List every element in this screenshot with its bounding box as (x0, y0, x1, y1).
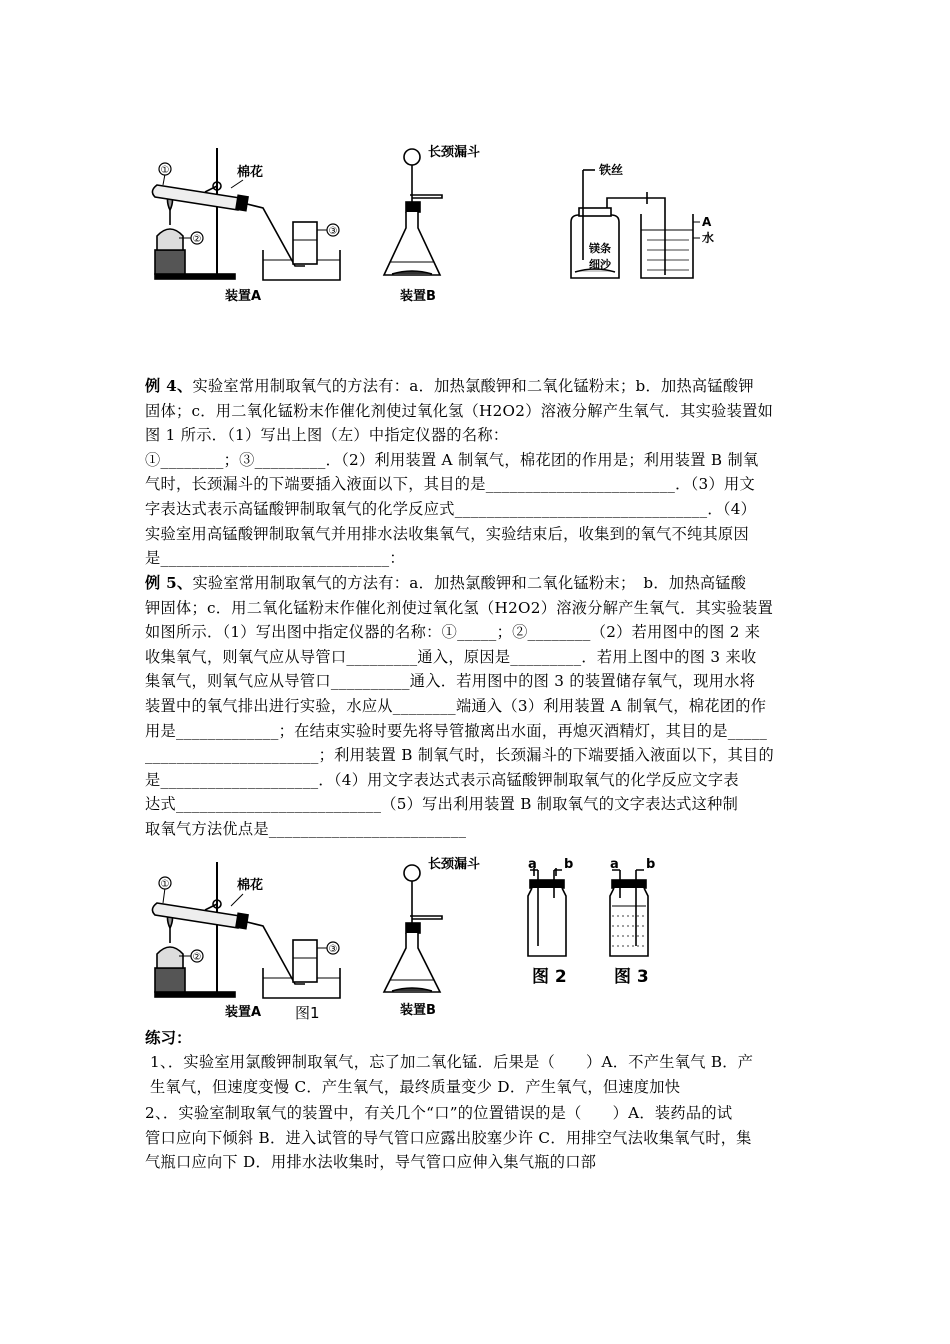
example-5-line: ______________________；利用装置 B 制氧气时，长颈漏斗的下端要插入液面以下，其目的 (145, 746, 775, 765)
label-funnel: 长颈漏斗 (428, 145, 481, 160)
marker-2: ② (192, 952, 202, 963)
example-5-line: 集氧气，则氧气应从导管口__________通入．若用图中的图 3 的装置储存氧气，现用水将 (145, 672, 756, 691)
marker-1: ① (160, 879, 170, 890)
example-4-lead: 例 4、 (145, 377, 193, 395)
practice-question-1 (150, 1050, 820, 1099)
caption-device-b: 装置B (400, 1003, 436, 1018)
example-5-line: 装置中的氧气排出进行实验，水应从________端通入（3）利用装置 A 制氧气，棉花团的作 (145, 696, 767, 715)
example-5-line: 实验室常用制取氧气的方法有：a．加热氯酸钾和二氧化锰粉末； b．加热高锰酸 (192, 574, 747, 592)
figure-bottles (520, 856, 680, 996)
label-wire: 铁丝 (599, 163, 624, 177)
practice-q1-line: 生氧气，但速度变慢 C．产生氧气，最终质量变少 D．产生氧气，但速度加快 (150, 1077, 681, 1096)
example-4-line: 字表达式表示高锰酸钾制取氧气的化学反应式________________________________．（4） (145, 499, 757, 518)
example-5-line: 用是_____________；在结束实验时要先将导管撤离出水面，再熄灭酒精灯，其目的是_____ (145, 721, 768, 740)
caption-device-a: 装置A (225, 289, 262, 304)
label-water: 水 (702, 231, 715, 245)
example-4 (145, 374, 815, 571)
marker-3: ③ (328, 226, 338, 237)
marker-1: ① (160, 165, 170, 176)
bottle3-label-b: b (646, 857, 656, 872)
label-mg: 镁条 (589, 242, 611, 255)
practice-question-2 (145, 1101, 815, 1175)
label-cotton: 棉花 (237, 878, 264, 893)
practice-q2-line: 管口应向下倾斜 B．进入试管的导气管口应露出胶塞少许 C．用排空气法收集氧气时，集 (145, 1128, 752, 1147)
marker-2: ② (192, 234, 202, 245)
example-5-line: 如图所示．（1）写出图中指定仪器的名称：①_____；②________（2）若用图中的图 2 来 (145, 623, 761, 642)
caption-device-a: 装置A (225, 1005, 262, 1020)
example-5-line: 取氧气方法优点是_________________________ (145, 819, 467, 838)
example-5-line: 钾固体；c．用二氧化锰粉末作催化剂使过氧化氢（H2O2）溶液分解产生氧气．其实验装置 (145, 598, 774, 617)
example-4-line: ①________；③_________．（2）利用装置 A 制氧气，棉花团的作用是；利用装置 B 制氧 (145, 450, 759, 469)
example-4-line: 是_____________________________： (145, 549, 405, 568)
figure-device-b-bottom (372, 856, 502, 1021)
figure-device-a-top (145, 140, 355, 305)
example-5 (145, 571, 815, 842)
label-funnel: 长颈漏斗 (428, 857, 481, 872)
caption-figure-1: 图1 (295, 1004, 320, 1022)
figure-device-a-bottom (145, 856, 360, 1021)
caption-figure-3: 图 3 (614, 967, 649, 987)
example-4-line: 实验室用高锰酸钾制取氧气并用排水法收集氧气，实验结束后，收集到的氧气不纯其原因 (145, 524, 750, 543)
caption-device-b: 装置B (400, 289, 436, 304)
figure-device-c-top (565, 160, 725, 285)
example-4-line: 固体；c．用二氧化锰粉末作催化剂使过氧化氢（H2O2）溶液分解产生氧气．其实验装置如 (145, 401, 774, 420)
example-5-line: 收集氧气，则氧气应从导管口_________通入，原因是_________．若用上图中的图 3 来收 (145, 647, 757, 666)
bottle2-label-a: a (528, 857, 537, 872)
practice-q1-line: 1、．实验室用氯酸钾制取氧气，忘了加二氧化锰．后果是（ ）A．不产生氧气 B．产 (150, 1053, 754, 1071)
practice-q2-line: 2、．实验室制取氧气的装置中，有关几个“口”的位置错误的是（ ）A．装药品的试 (145, 1104, 733, 1122)
practice-heading: 练习： (145, 1028, 192, 1047)
label-sand: 细沙 (589, 258, 611, 271)
example-4-line: 图 1 所示．（1）写出上图（左）中指定仪器的名称： (145, 426, 509, 445)
example-5-line: 达式__________________________（5）写出利用装置 B 制取氧气的文字表达式这种制 (145, 795, 739, 814)
example-4-line: 气时，长颈漏斗的下端要插入液面以下，其目的是________________________．（3）用文 (145, 475, 755, 494)
example-5-lead: 例 5、 (145, 574, 193, 592)
practice-q2-line: 气瓶口应向下 D．用排水法收集时，导气管口应伸入集气瓶的口部 (145, 1153, 597, 1172)
marker-3: ③ (328, 944, 338, 955)
bottle2-label-b: b (564, 857, 574, 872)
figure-device-b-top (372, 140, 502, 305)
label-cotton: 棉花 (237, 165, 264, 180)
example-5-line: 是____________________．（4）用文字表达式表示高锰酸钾制取氧气的化学反应文字表 (145, 770, 739, 789)
example-4-line: 实验室常用制取氧气的方法有：a．加热氯酸钾和二氧化锰粉末；b．加热高锰酸钾 (192, 377, 754, 395)
bottle3-label-a: a (610, 857, 619, 872)
label-a: A (702, 215, 712, 229)
caption-figure-2: 图 2 (532, 967, 567, 987)
